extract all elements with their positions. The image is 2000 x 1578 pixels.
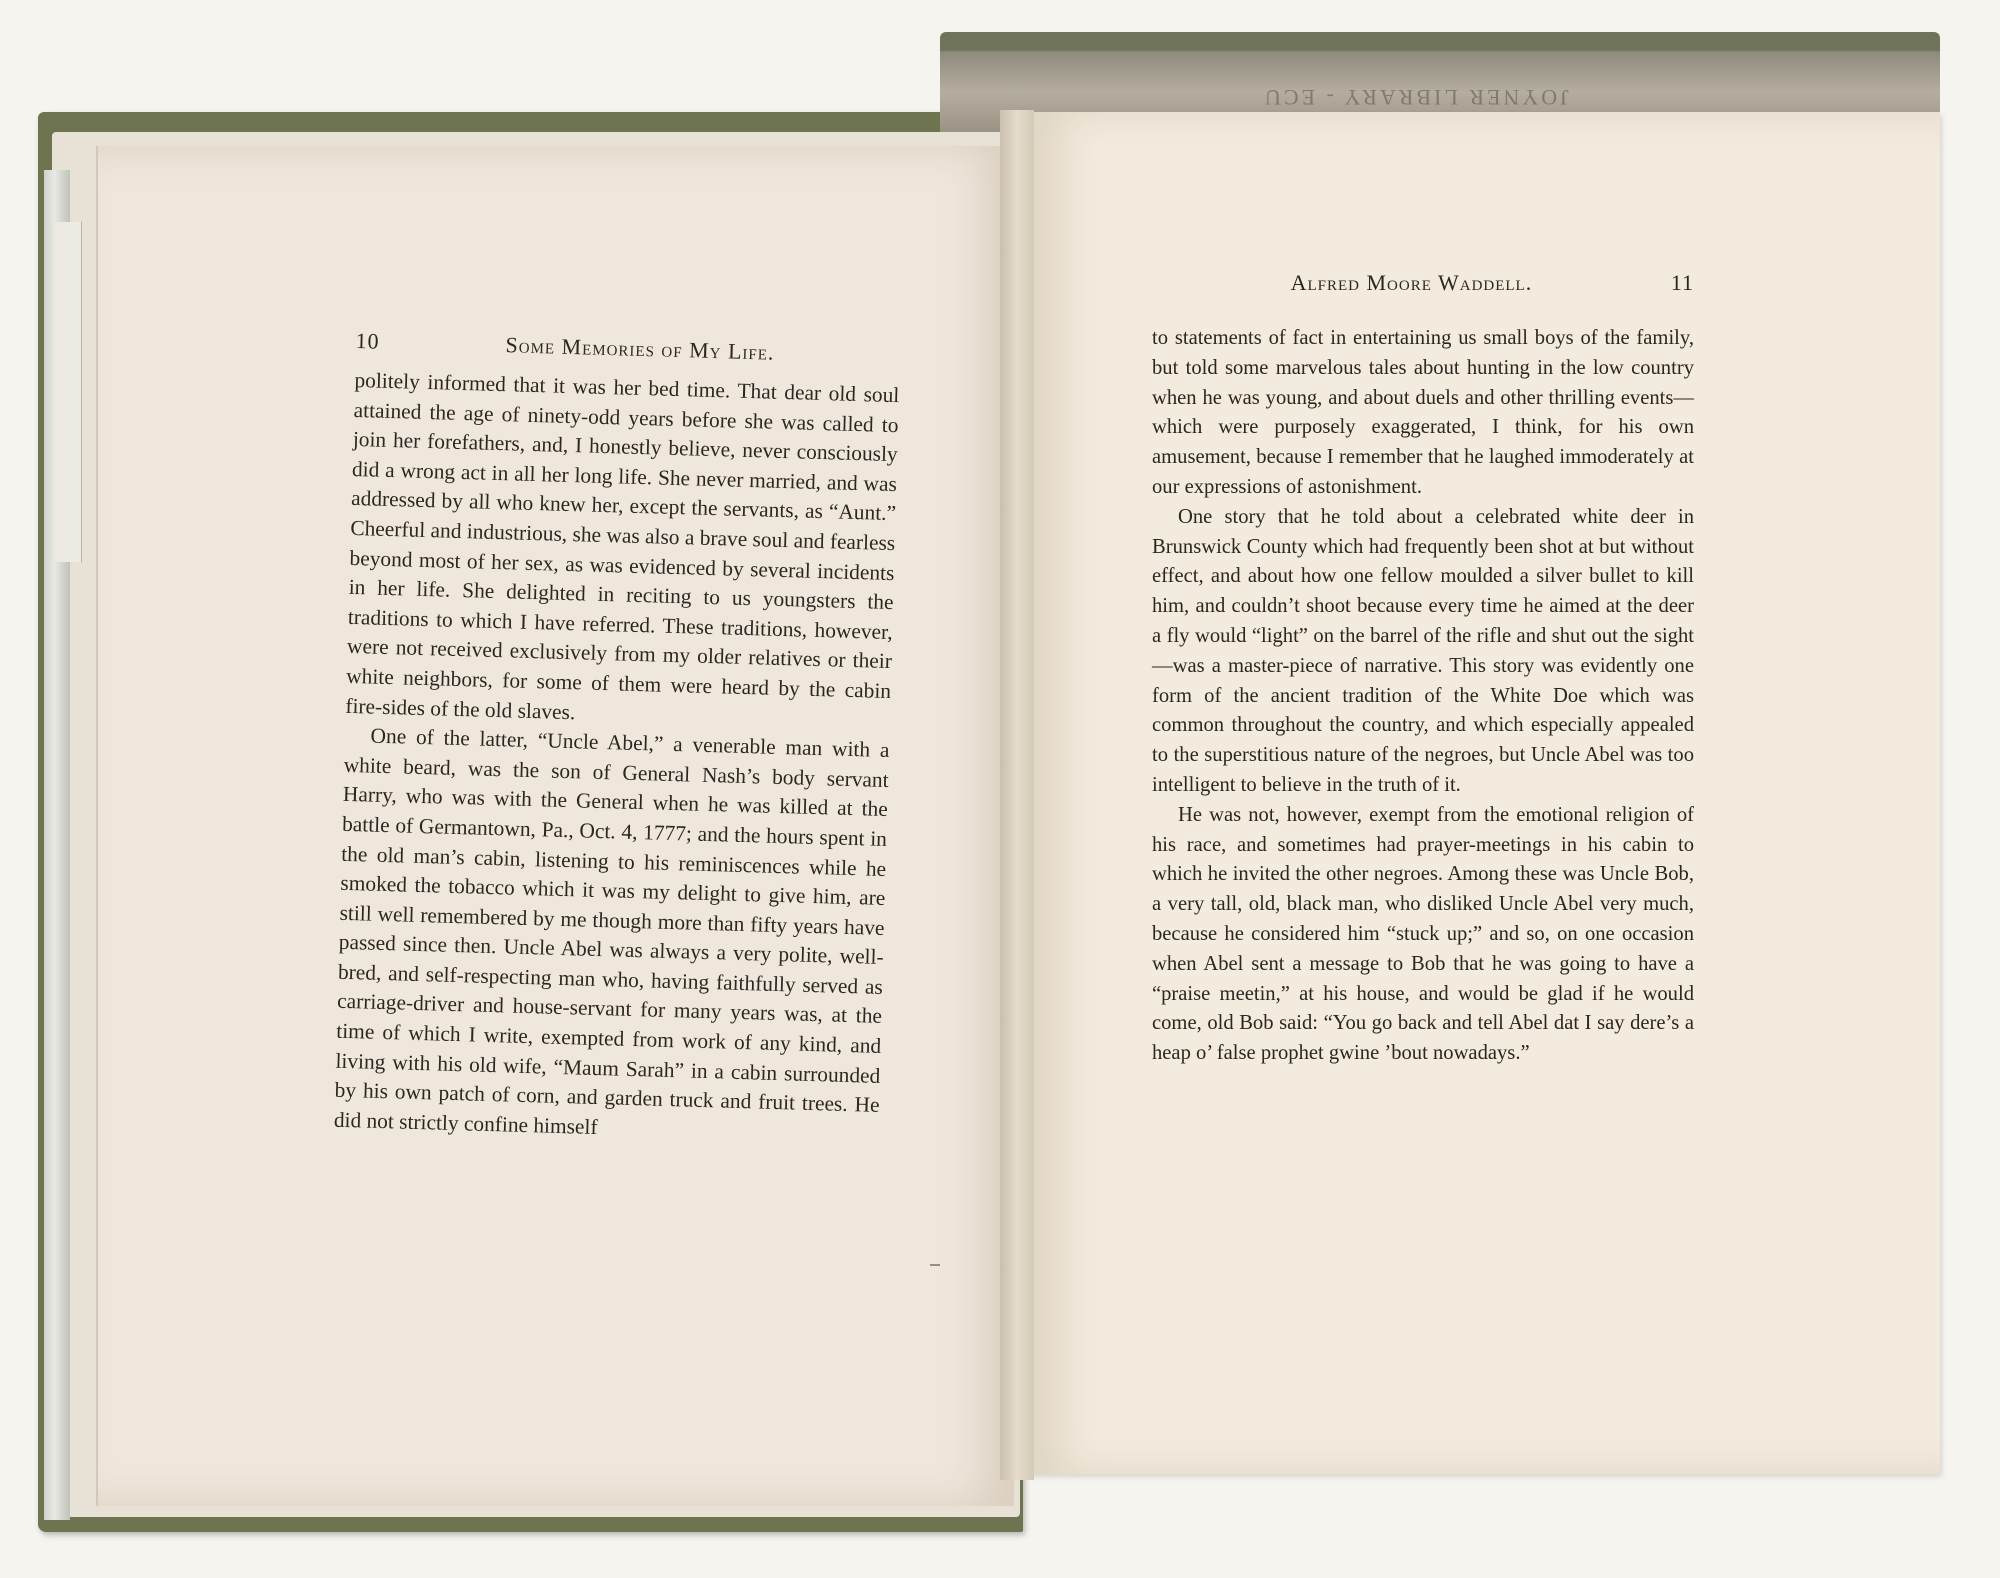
page-number-right: 11: [1670, 270, 1694, 295]
paragraph: One story that he told about a celebrated white deer in Brunswick County which had frequently been shot at but without effect, and about how one fellow moulded a silver bullet to kill him, and couldn’t shoot because every time he aimed at the deer a fly would “light” on the barrel of the rifle and shut out the sight—was a master-piece of narrative. This story was evidently one form of the ancient tradition of the White Doe which was common throughout the country, and which especially appealed to the superstitious nature of the negroes, but Uncle Abel was too intelligent to believe in the truth of it.: [1152, 505, 1694, 796]
page-number-left: 10: [355, 328, 380, 354]
gutter: [1000, 110, 1034, 1480]
page-mark: [930, 1264, 940, 1266]
running-head-left: Some Memories of My Life.: [505, 332, 775, 365]
paragraph: politely informed that it was her bed time. That dear old soul attained the age of ninety-odd years before she was called to join her forefathers, and, I honestly believe, never consciously did a wrong act in all her long life. She never married, and was addressed by all who knew her, except the servants, as “Aunt.” Cheerful and industrious, she was also a brave soul and fearless beyond most of her sex, as was evidenced by several incidents in her life. She delighted in reciting to us youngsters the traditions to which I have referred. These traditions, however, were not received exclusively from my older relatives or their white neighbors, for some of them were heard by the cabin fire-sides of the old slaves.: [345, 367, 900, 724]
library-stamp: JOYNER LIBRARY - ECU: [1262, 85, 1569, 110]
paragraph: to statements of fact in entertaining us small boys of the family, but told some marvelous tales about hunting in the low country when he was young, and about duels and other thrilling events—which were purposely exaggerated, I think, for his own amusement, because I remember that he laughed immoderately at our expressions of astonishment.: [1152, 327, 1694, 498]
running-head-right: Alfred Moore Waddell.: [1290, 270, 1533, 295]
right-page-text: [1152, 270, 1694, 1069]
left-page-text: [333, 328, 900, 1150]
paragraph: One of the latter, “Uncle Abel,” a venerable man with a white beard, was the son of General Nash’s body servant Harry, who was with the General when he was killed at the battle of Germantown, Pa., Oct. 4, 1777; and the hours spent in the old man’s cabin, listening to his reminiscences while he smoked the tobacco which it was my delight to give him, are still well remembered by me though more than fifty years have passed since then. Uncle Abel was always a very polite, well-bred, and self-respecting man who, having faithfully served as carriage-driver and house-servant for many years was, at the time of which I write, exempted from work of any kind, and living with his old wife, “Maum Sarah” in a cabin surrounded by his own patch of corn, and garden truck and fruit trees. He did not strictly confine himself: [333, 723, 890, 1139]
torn-flyleaf: [55, 222, 82, 562]
right-page-header: [1152, 270, 1694, 296]
paragraph: He was not, however, exempt from the emotional religion of his race, and sometimes had prayer-meetings in his cabin to which he invited the other negroes. Among these was Uncle Bob, a very tall, old, black man, who disliked Uncle Abel very much, because he considered him “stuck up;” and so, on one occasion when Abel sent a message to Bob that he was going to have a “praise meetin,” at his house, and would be glad if he would come, old Bob said: “You go back and tell Abel dat I say dere’s a heap o’ false prophet gwine ’bout nowadays.”: [1152, 803, 1694, 1065]
